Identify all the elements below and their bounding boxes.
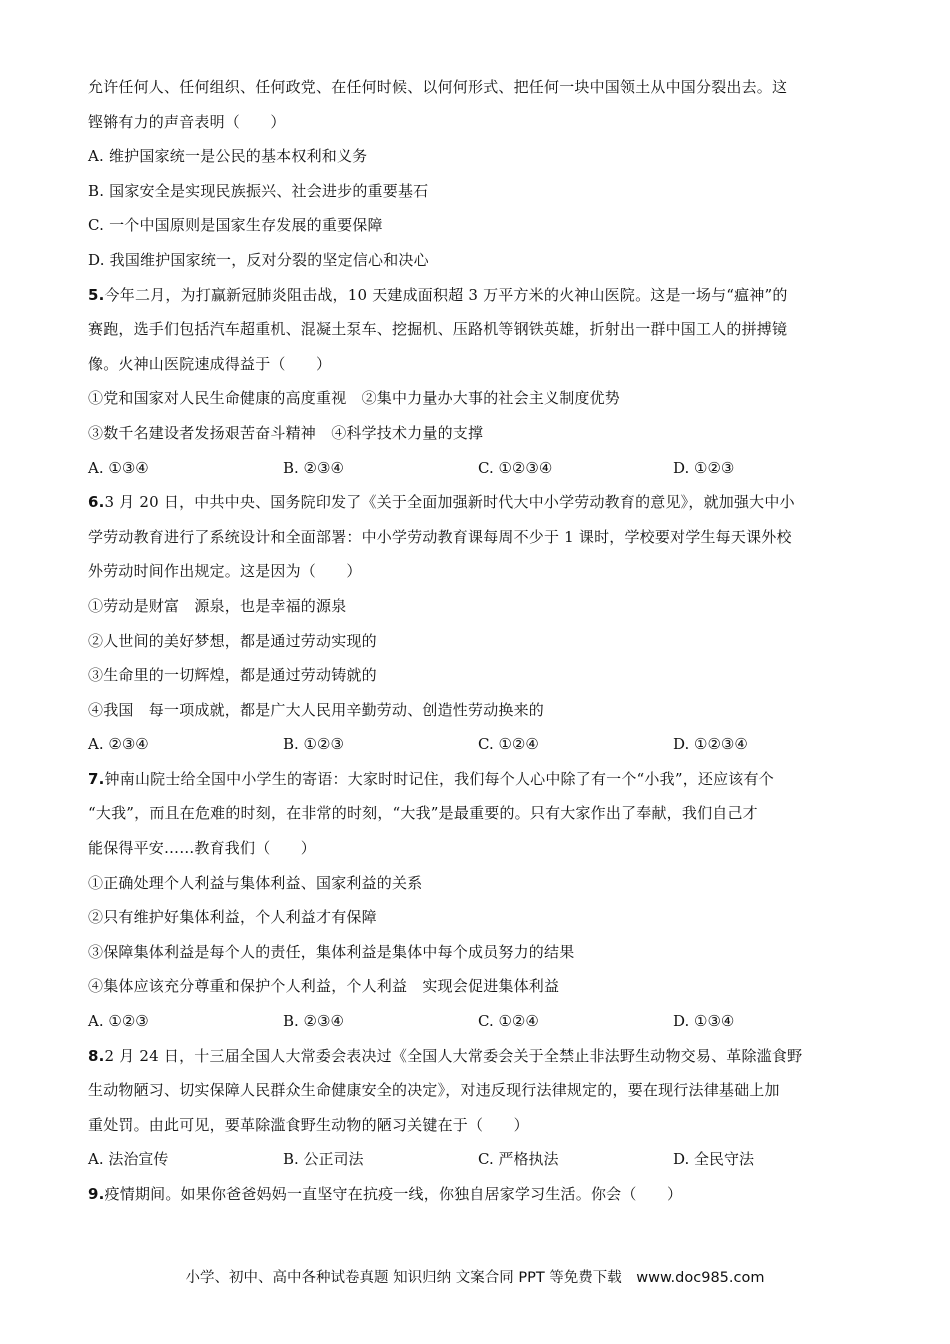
question-stem: [88, 762, 868, 797]
question-text-line: 钟南山院士给全国中小学生的寄语：大家时时记住，我们每个人心中除了有一个“小我”，还应该有个: [104, 769, 774, 788]
answer-option-d: D. 我国维护国家统一，反对分裂的坚定信心和决心: [88, 250, 429, 269]
page-footer: 小学、初中、高中各种试卷真题 知识归纳 文案合同 PPT 等免费下载 www.doc985.com: [185, 1270, 765, 1286]
answer-choices: [88, 1142, 868, 1177]
question-6: [88, 485, 868, 762]
statement-line: ③数千名建设者发扬艰苦奋斗精神 ④科学技术力量的支撑: [88, 423, 484, 442]
question-text-line: 允许任何人、任何组织、任何政党、在任何时候、以何何形式、把任何一块中国领土从中国分裂出去。这: [88, 78, 788, 96]
exam-page: [88, 70, 868, 1212]
question-text-line: 重处罚。由此可见，要革除滥食野生动物的陋习关键在于（ ）: [88, 1115, 529, 1134]
answer-option-c: C. 一个中国原则是国家生存发展的重要保障: [88, 216, 383, 235]
question-8: [88, 1039, 868, 1177]
question-7: [88, 762, 868, 1039]
statement-line: ②人世间的美好梦想，都是通过劳动实现的: [88, 631, 377, 650]
answer-choice-a: A. ①②③: [88, 1012, 149, 1031]
question-text-line: 学劳动教育进行了系统设计和全面部署：中小学劳动教育课每周不少于 1 课时，学校要对学生每天课外校: [88, 527, 792, 546]
answer-choices: [88, 1004, 868, 1039]
question-text-line: 生动物陋习、切实保障人民群众生命健康安全的决定》，对违反现行法律规定的，要在现行法律基础上加: [88, 1081, 780, 1100]
question-stem: [88, 1177, 868, 1212]
statement-line: ①劳动是财富 源泉，也是幸福的源泉: [88, 596, 347, 615]
answer-choice-d: D. ①②③④: [673, 735, 748, 754]
question-text-line: 像。火神山医院速成得益于（ ）: [88, 354, 332, 373]
question-text-line: 能保得平安……教育我们（ ）: [88, 839, 317, 858]
answer-choice-c: C. 严格执法: [478, 1150, 559, 1169]
question-stem: [88, 485, 868, 520]
statement-line: ①党和国家对人民生命健康的高度重视 ②集中力量办大事的社会主义制度优势: [88, 389, 621, 408]
question-text-line: “大我”，而且在危难的时刻，在非常的时刻，“大我”是最重要的。只有大家作出了奉献，我们自己才: [88, 804, 758, 823]
question-4: [88, 70, 868, 278]
question-number: 7.: [88, 769, 105, 788]
answer-choice-a: A. ①③④: [88, 458, 149, 477]
question-9: [88, 1177, 868, 1212]
question-stem: [88, 278, 868, 313]
answer-choice-c: C. ①②④: [478, 735, 539, 754]
answer-choice-c: C. ①②③④: [478, 458, 553, 477]
question-text-line: 外劳动时间作出规定。这是因为（ ）: [88, 562, 362, 581]
question-text-line: 铿锵有力的声音表明（ ）: [88, 112, 286, 131]
question-text-line: 疫情期间。如果你爸爸妈妈一直坚守在抗疫一线，你独自居家学习生活。你会（ ）: [104, 1185, 683, 1203]
question-number: 5.: [88, 285, 105, 304]
statement-line: ③生命里的一切辉煌，都是通过劳动铸就的: [88, 666, 377, 685]
question-stem: [88, 1039, 868, 1074]
question-number: 6.: [88, 493, 105, 512]
question-text-line: 3 月 20 日，中共中央、国务院印发了《关于全面加强新时代大中小学劳动教育的意见》，就加强大中小: [104, 493, 795, 512]
question-text-line: 2 月 24 日，十三届全国人大常委会表决过《全国人大常委会关于全禁止非法野生动物交易、革除滥食野: [104, 1046, 803, 1065]
answer-choice-b: B. ②③④: [283, 458, 344, 477]
answer-choice-b: B. ①②③: [283, 735, 344, 754]
question-text-line: 赛跑，选手们包括汽车超重机、混凝土泵车、挖掘机、压路机等钢铁英雄，折射出一群中国工人的拼搏镜: [88, 320, 788, 339]
answer-choice-b: B. ②③④: [283, 1012, 344, 1031]
answer-choice-d: D. 全民守法: [673, 1150, 755, 1169]
answer-choices: [88, 451, 868, 486]
answer-choices: [88, 727, 868, 762]
answer-option-b: B. 国家安全是实现民族振兴、社会进步的重要基石: [88, 181, 429, 200]
statement-line: ②只有维护好集体利益，个人利益才有保障: [88, 908, 377, 927]
answer-choice-b: B. 公正司法: [283, 1150, 364, 1169]
answer-choice-a: A. 法治宣传: [88, 1150, 169, 1169]
question-number: 9.: [88, 1185, 105, 1203]
statement-line: ④我国 每一项成就，都是广大人民用辛勤劳动、创造性劳动换来的: [88, 700, 545, 719]
answer-option-a: A. 维护国家统一是公民的基本权利和义务: [88, 147, 368, 166]
question-text-line: 今年二月，为打赢新冠肺炎阻击战，10 天建成面积超 3 万平方米的火神山医院。这是一场与“瘟神”的: [104, 285, 788, 304]
statement-line: ①正确处理个人利益与集体利益、国家利益的关系: [88, 873, 423, 892]
question-number: 8.: [88, 1046, 105, 1065]
statement-line: ③保障集体利益是每个人的责任，集体利益是集体中每个成员努力的结果: [88, 942, 575, 961]
answer-choice-c: C. ①②④: [478, 1012, 539, 1031]
answer-choice-d: D. ①②③: [673, 458, 735, 477]
statement-line: ④集体应该充分尊重和保护个人利益，个人利益 实现会促进集体利益: [88, 977, 560, 996]
question-5: [88, 278, 868, 486]
answer-choice-a: A. ②③④: [88, 735, 149, 754]
answer-choice-d: D. ①③④: [673, 1012, 735, 1031]
